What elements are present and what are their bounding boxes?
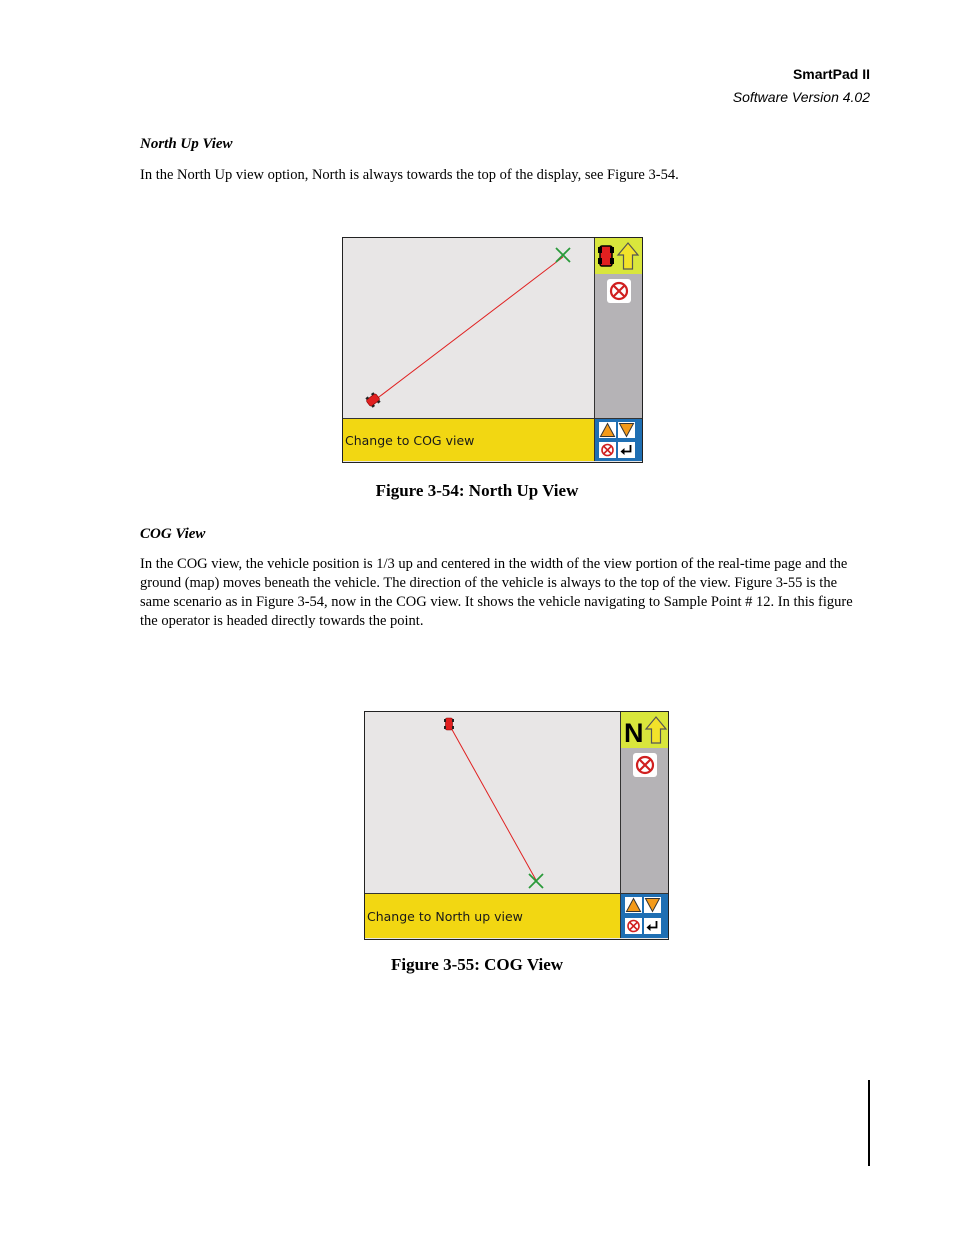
cancel-icon bbox=[607, 279, 631, 303]
north-up-arrow-icon bbox=[621, 712, 668, 748]
side-panel bbox=[594, 238, 642, 418]
down-arrow-icon bbox=[618, 422, 635, 438]
enter-icon bbox=[644, 918, 661, 934]
guide-line bbox=[375, 257, 563, 400]
map-view bbox=[365, 712, 620, 893]
map-canvas bbox=[365, 712, 620, 893]
screen-north-up bbox=[342, 237, 643, 463]
cancel-icon bbox=[599, 442, 616, 458]
cancel-small-button[interactable] bbox=[625, 918, 642, 934]
vehicle-icon bbox=[365, 392, 382, 409]
map-canvas bbox=[343, 238, 594, 418]
enter-button[interactable] bbox=[644, 918, 661, 934]
up-arrow-icon bbox=[599, 422, 616, 438]
figure-caption-north-up: Figure 3-54: North Up View bbox=[375, 481, 579, 500]
cancel-point-button[interactable] bbox=[633, 753, 657, 777]
up-arrow-icon bbox=[625, 897, 642, 913]
figure-caption-cog: Figure 3-55: COG View bbox=[390, 955, 564, 974]
map-view bbox=[343, 238, 594, 418]
scroll-down-button[interactable] bbox=[618, 422, 635, 438]
guide-line bbox=[450, 726, 536, 880]
side-panel bbox=[620, 712, 668, 893]
scroll-down-button[interactable] bbox=[644, 897, 661, 913]
vehicle-icon bbox=[444, 718, 454, 730]
target-marker-icon bbox=[556, 248, 570, 262]
target-marker-icon bbox=[529, 874, 543, 888]
control-panel bbox=[594, 418, 642, 461]
scroll-up-button[interactable] bbox=[599, 422, 616, 438]
scroll-up-button[interactable] bbox=[625, 897, 642, 913]
message-bar[interactable] bbox=[365, 893, 620, 938]
paragraph-cog: In the COG view, the vehicle position is 1/3 up and centered in the width of the view portion of the real-time page and the ground (map) moves beneath the vehicle. The direction of the vehicle is always to the top of the view. Figure 3-55 is the same scenario as in Figure 3-54, now in the COG view. It shows the vehicle navigating to Sample Point # 12. In this figure the operator is headed directly towards the point. bbox=[140, 556, 853, 629]
down-arrow-icon bbox=[644, 897, 661, 913]
control-panel bbox=[620, 893, 668, 938]
north-label: N bbox=[624, 718, 644, 748]
view-mode-button[interactable] bbox=[595, 238, 642, 274]
cancel-icon bbox=[625, 918, 642, 934]
change-bar-rule bbox=[868, 1080, 870, 1166]
message-text: Change to COG view bbox=[345, 432, 475, 448]
section-heading-cog: COG View bbox=[140, 526, 206, 542]
cancel-small-button[interactable] bbox=[599, 442, 616, 458]
section-heading-north-up: North Up View bbox=[140, 136, 233, 152]
enter-icon bbox=[618, 442, 635, 458]
vehicle-up-arrow-icon bbox=[595, 238, 642, 274]
view-mode-button[interactable] bbox=[621, 712, 668, 748]
enter-button[interactable] bbox=[618, 442, 635, 458]
message-bar[interactable] bbox=[343, 418, 594, 461]
header-product: SmartPad II bbox=[792, 66, 870, 82]
cancel-icon bbox=[633, 753, 657, 777]
screen-cog bbox=[364, 711, 669, 940]
paragraph-north-up: In the North Up view option, North is always towards the top of the display, see Figure 3-54. bbox=[140, 167, 679, 183]
cancel-point-button[interactable] bbox=[607, 279, 631, 303]
message-text: Change to North up view bbox=[367, 908, 523, 924]
header-version: Software Version 4.02 bbox=[732, 89, 870, 105]
